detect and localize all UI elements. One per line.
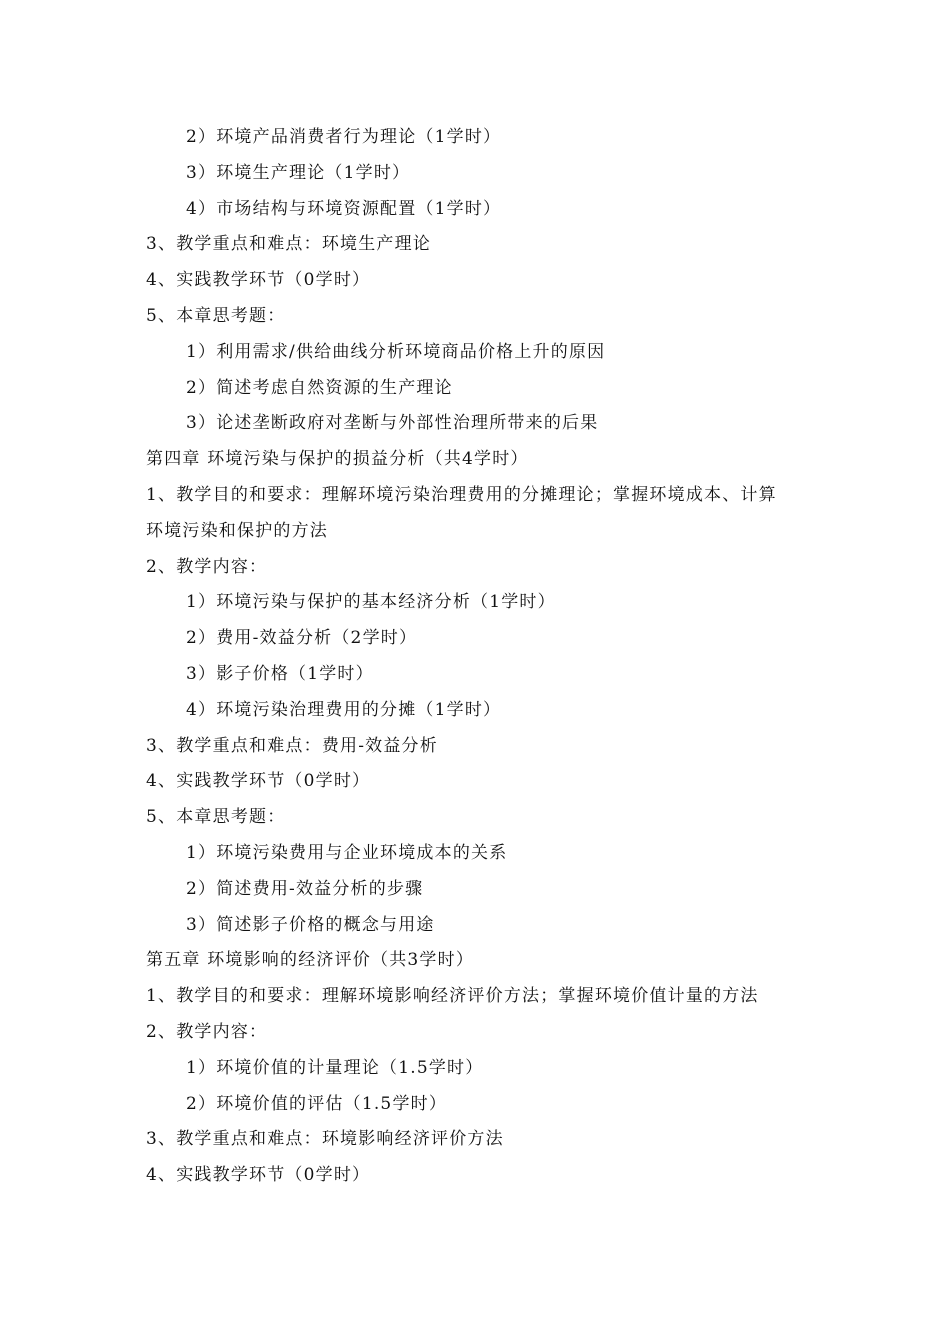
list-item: 3）环境生产理论（1学时）	[186, 162, 411, 183]
section-item: 3、教学重点和难点：环境影响经济评价方法	[146, 1129, 504, 1150]
section-item-continuation: 环境污染和保护的方法	[146, 520, 328, 541]
section-item: 5、本章思考题：	[146, 807, 286, 828]
list-item: 4）市场结构与环境资源配置（1学时）	[186, 198, 502, 219]
section-item: 4、实践教学环节（0学时）	[146, 771, 371, 792]
list-item: 3）影子价格（1学时）	[186, 663, 374, 684]
section-item: 5、本章思考题：	[146, 305, 286, 326]
list-item: 3）论述垄断政府对垄断与外部性治理所带来的后果	[186, 413, 599, 434]
section-item: 4、实践教学环节（0学时）	[146, 270, 371, 291]
section-item: 2、教学内容：	[146, 1021, 268, 1042]
section-item: 2、教学内容：	[146, 556, 268, 577]
document-body	[146, 120, 826, 1194]
list-item: 2）环境产品消费者行为理论（1学时）	[186, 127, 502, 147]
list-item: 1）环境污染与保护的基本经济分析（1学时）	[186, 592, 556, 613]
list-item: 3）简述影子价格的概念与用途	[186, 914, 435, 935]
list-item: 2）简述费用-效益分析的步骤	[186, 878, 424, 899]
list-item: 1）环境价值的计量理论（1.5学时）	[186, 1057, 484, 1078]
section-item: 3、教学重点和难点：环境生产理论	[146, 234, 432, 255]
chapter-heading: 第五章 环境影响的经济评价（共3学时）	[146, 950, 475, 971]
section-item: 4、实践教学环节（0学时）	[146, 1165, 371, 1186]
list-item: 4）环境污染治理费用的分摊（1学时）	[186, 699, 502, 720]
section-item: 1、教学目的和要求：理解环境影响经济评价方法；掌握环境价值计量的方法	[146, 986, 759, 1007]
section-item: 1、教学目的和要求：理解环境污染治理费用的分摊理论；掌握环境成本、计算	[146, 484, 777, 505]
list-item: 2）费用-效益分析（2学时）	[186, 628, 418, 649]
list-item: 2）环境价值的评估（1.5学时）	[186, 1093, 448, 1114]
section-item: 3、教学重点和难点：费用-效益分析	[146, 735, 438, 756]
list-item: 1）环境污染费用与企业环境成本的关系	[186, 842, 508, 863]
chapter-heading: 第四章 环境污染与保护的损益分析（共4学时）	[146, 449, 529, 470]
list-item: 1）利用需求/供给曲线分析环境商品价格上升的原因	[186, 341, 606, 362]
list-item: 2）简述考虑自然资源的生产理论	[186, 377, 453, 398]
